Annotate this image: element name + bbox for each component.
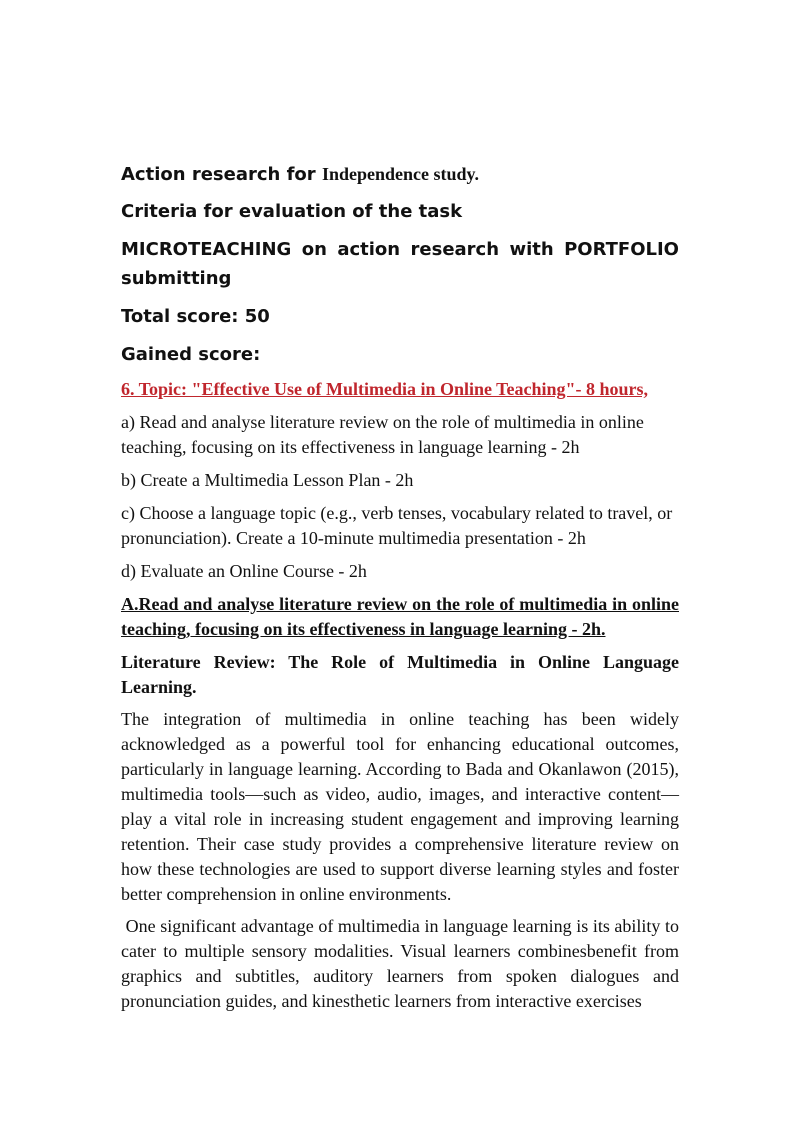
topic-item-c: c) Choose a language topic (e.g., verb tenses, vocabulary related to travel, or pronunciation). Create a 10-minute multimedia presentation - 2h bbox=[121, 503, 673, 548]
topic-item-b: b) Create a Multimedia Lesson Plan - 2h bbox=[121, 470, 414, 490]
topic-item-d: d) Evaluate an Online Course - 2h bbox=[121, 561, 367, 581]
title-prefix: Action research for bbox=[121, 164, 322, 185]
total-score: Total score: 50 bbox=[121, 306, 270, 327]
title-line bbox=[121, 160, 479, 189]
section-a-heading: A.Read and analyse literature review on the role of multimedia in online teaching, focusing on its effectiveness in language learning - 2h. bbox=[121, 594, 679, 639]
review-paragraph-2: One significant advantage of multimedia in language learning is its ability to cater to multiple sensory modalities. Visual learners combinesbenefit from graphics and subtitles, auditory learners from spoken dialogues and pronunciation guides, and kinesthetic learners from interactive exercises bbox=[121, 916, 684, 1011]
title-suffix: Independence study. bbox=[321, 164, 479, 184]
review-title: Literature Review: The Role of Multimedia in Online Language Learning. bbox=[121, 652, 679, 697]
topic-title: 6. Topic: "Effective Use of Multimedia in Online Teaching"- 8 hours, bbox=[121, 379, 649, 399]
gained-score: Gained score: bbox=[121, 344, 261, 365]
microteaching-heading: MICROTEACHING on action research with PORTFOLIO submitting bbox=[121, 239, 679, 289]
criteria-heading: Criteria for evaluation of the task bbox=[121, 201, 463, 222]
review-paragraph-1: The integration of multimedia in online teaching has been widely acknowledged as a powerful tool for enhancing educational outcomes, particularly in language learning. According to Bada and Okanlawon (2015), multimedia tools—such as video, audio, images, and interactive content—play a vital role in increasing student engagement and improving learning retention. Their case study provides a comprehensive literature review on how these technologies are used to support diverse learning styles and foster better comprehension in online environments. bbox=[121, 709, 679, 904]
topic-item-a: a) Read and analyse literature review on the role of multimedia in online teaching, focusing on its effectiveness in language learning - 2h bbox=[121, 412, 644, 457]
